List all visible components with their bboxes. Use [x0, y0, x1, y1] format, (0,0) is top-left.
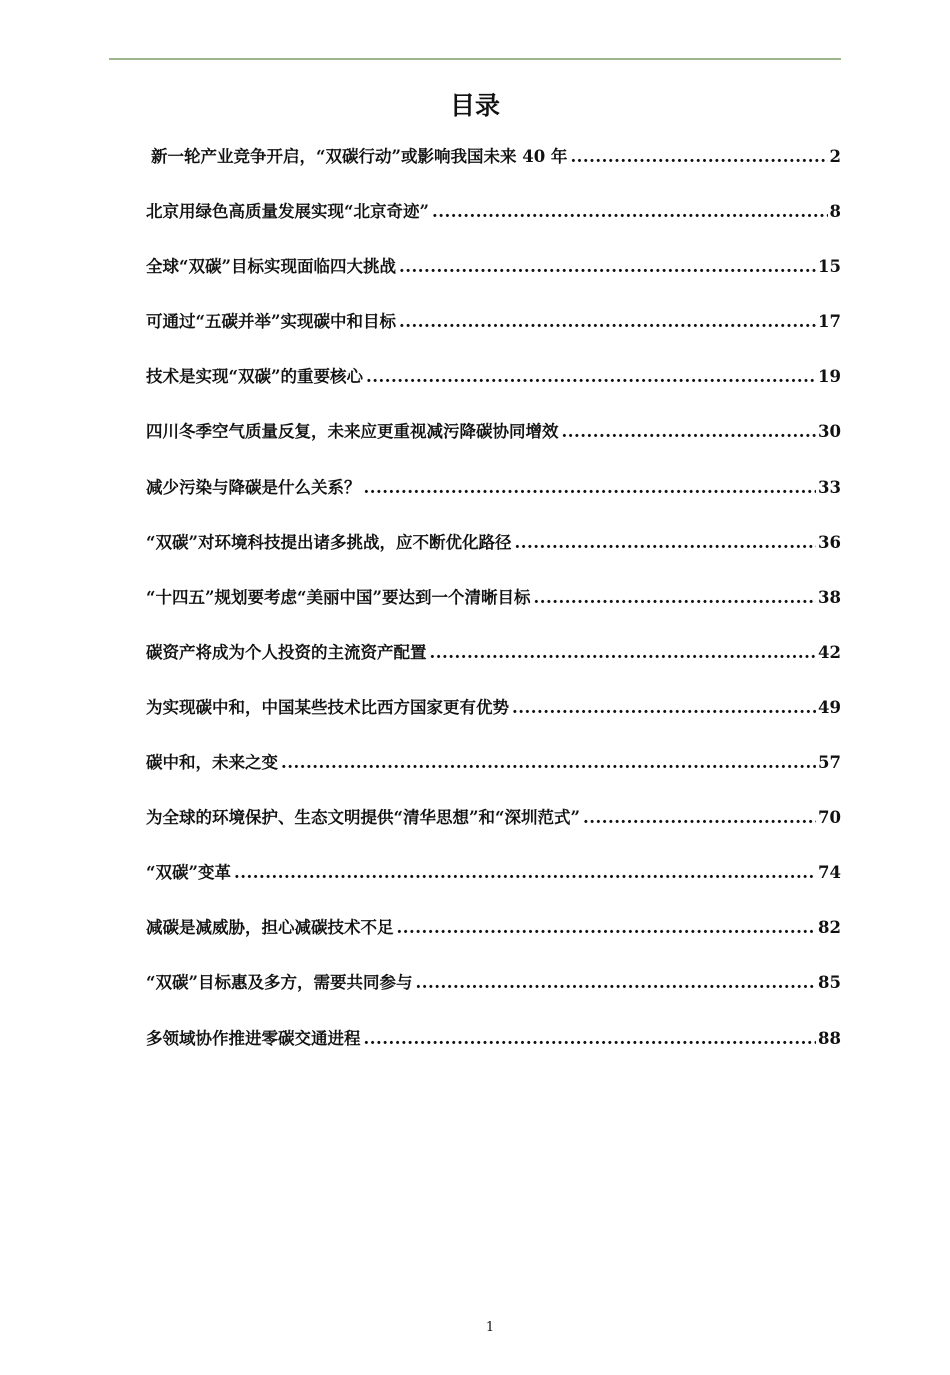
toc-entry[interactable] — [146, 197, 841, 252]
toc-entry-page: 38 — [818, 587, 841, 607]
toc-entry[interactable] — [146, 473, 841, 528]
toc-entry-title: 碳中和，未来之变 — [146, 753, 278, 773]
toc-entry[interactable] — [146, 583, 841, 638]
toc-entry[interactable] — [146, 142, 841, 197]
toc-entry-page: 70 — [818, 808, 841, 828]
toc-entry-page: 82 — [818, 918, 841, 938]
dot-leader — [281, 748, 816, 778]
toc-entry[interactable] — [146, 528, 841, 583]
toc-entry-title: 碳资产将成为个人投资的主流资产配置 — [146, 642, 427, 662]
toc-entry-title: 北京用绿色高质量发展实现“北京奇迹” — [146, 202, 429, 222]
toc-entry-page: 49 — [818, 697, 841, 717]
dot-leader — [533, 583, 816, 613]
dot-leader — [399, 307, 816, 337]
dot-leader — [364, 473, 817, 503]
dot-leader — [514, 528, 816, 558]
dot-leader — [415, 968, 816, 998]
toc-entry-page: 33 — [818, 477, 841, 497]
dot-leader — [432, 197, 828, 227]
toc-entry-page: 15 — [818, 257, 841, 277]
toc-entry-title: 技术是实现“双碳”的重要核心 — [146, 367, 363, 387]
toc-entry-page: 74 — [818, 863, 841, 883]
dot-leader — [430, 638, 817, 668]
dot-leader — [397, 913, 817, 943]
toc-entry[interactable] — [146, 307, 841, 362]
toc-entry[interactable] — [146, 417, 841, 472]
dot-leader — [583, 803, 816, 833]
toc-entry[interactable] — [146, 362, 841, 417]
toc-entry[interactable] — [146, 968, 841, 1023]
toc-entry-title: 为实现碳中和，中国某些技术比西方国家更有优势 — [146, 697, 509, 717]
toc-entry-page: 17 — [818, 312, 841, 332]
toc-entry[interactable] — [146, 748, 841, 803]
toc-entry-page: 2 — [829, 147, 841, 166]
toc-entry-title: 可通过“五碳并举”实现碳中和目标 — [146, 312, 396, 332]
toc-entry-title: 减少污染与降碳是什么关系？ — [146, 477, 361, 497]
toc-entry-title: 多领域协作推进零碳交通进程 — [146, 1028, 361, 1048]
toc-entry-page: 57 — [818, 753, 841, 773]
toc-entry[interactable] — [146, 693, 841, 748]
toc-entry-title: 全球“双碳”目标实现面临四大挑战 — [146, 257, 396, 277]
toc-entry[interactable] — [146, 858, 841, 913]
toc-entry-page: 88 — [818, 1028, 841, 1048]
toc-list — [146, 142, 841, 1079]
toc-entry[interactable] — [146, 252, 841, 307]
toc-entry-title: “十四五”规划要考虑“美丽中国”要达到一个清晰目标 — [146, 587, 531, 607]
toc-entry-page: 85 — [818, 973, 841, 993]
page-number: 1 — [485, 1320, 495, 1335]
dot-leader — [570, 142, 827, 172]
toc-entry[interactable] — [146, 803, 841, 858]
toc-title: 目录 — [449, 91, 500, 120]
toc-entry[interactable] — [146, 913, 841, 968]
dot-leader — [562, 417, 817, 447]
toc-entry-page: 19 — [818, 367, 841, 387]
toc-entry-title: 新一轮产业竞争开启，“双碳行动”或影响我国未来 40 年 — [151, 147, 568, 166]
dot-leader — [364, 1024, 817, 1054]
toc-entry-title: “双碳”变革 — [146, 863, 231, 883]
toc-entry[interactable] — [146, 1024, 841, 1079]
dot-leader — [512, 693, 816, 723]
toc-entry-page: 42 — [818, 642, 841, 662]
toc-entry-title: “双碳”对环境科技提出诸多挑战，应不断优化路径 — [146, 532, 512, 552]
dot-leader — [234, 858, 816, 888]
dot-leader — [399, 252, 816, 282]
toc-entry-page: 30 — [818, 422, 841, 442]
header-rule — [109, 58, 841, 60]
toc-entry-title: 为全球的环境保护、生态文明提供“清华思想”和“深圳范式” — [146, 808, 580, 828]
toc-entry[interactable] — [146, 638, 841, 693]
toc-entry-title: 四川冬季空气质量反复，未来应更重视减污降碳协同增效 — [146, 422, 559, 442]
toc-entry-page: 8 — [829, 202, 841, 222]
dot-leader — [366, 362, 816, 392]
toc-entry-page: 36 — [818, 532, 841, 552]
toc-entry-title: 减碳是减威胁，担心减碳技术不足 — [146, 918, 394, 938]
toc-entry-title: “双碳”目标惠及多方，需要共同参与 — [146, 973, 413, 993]
